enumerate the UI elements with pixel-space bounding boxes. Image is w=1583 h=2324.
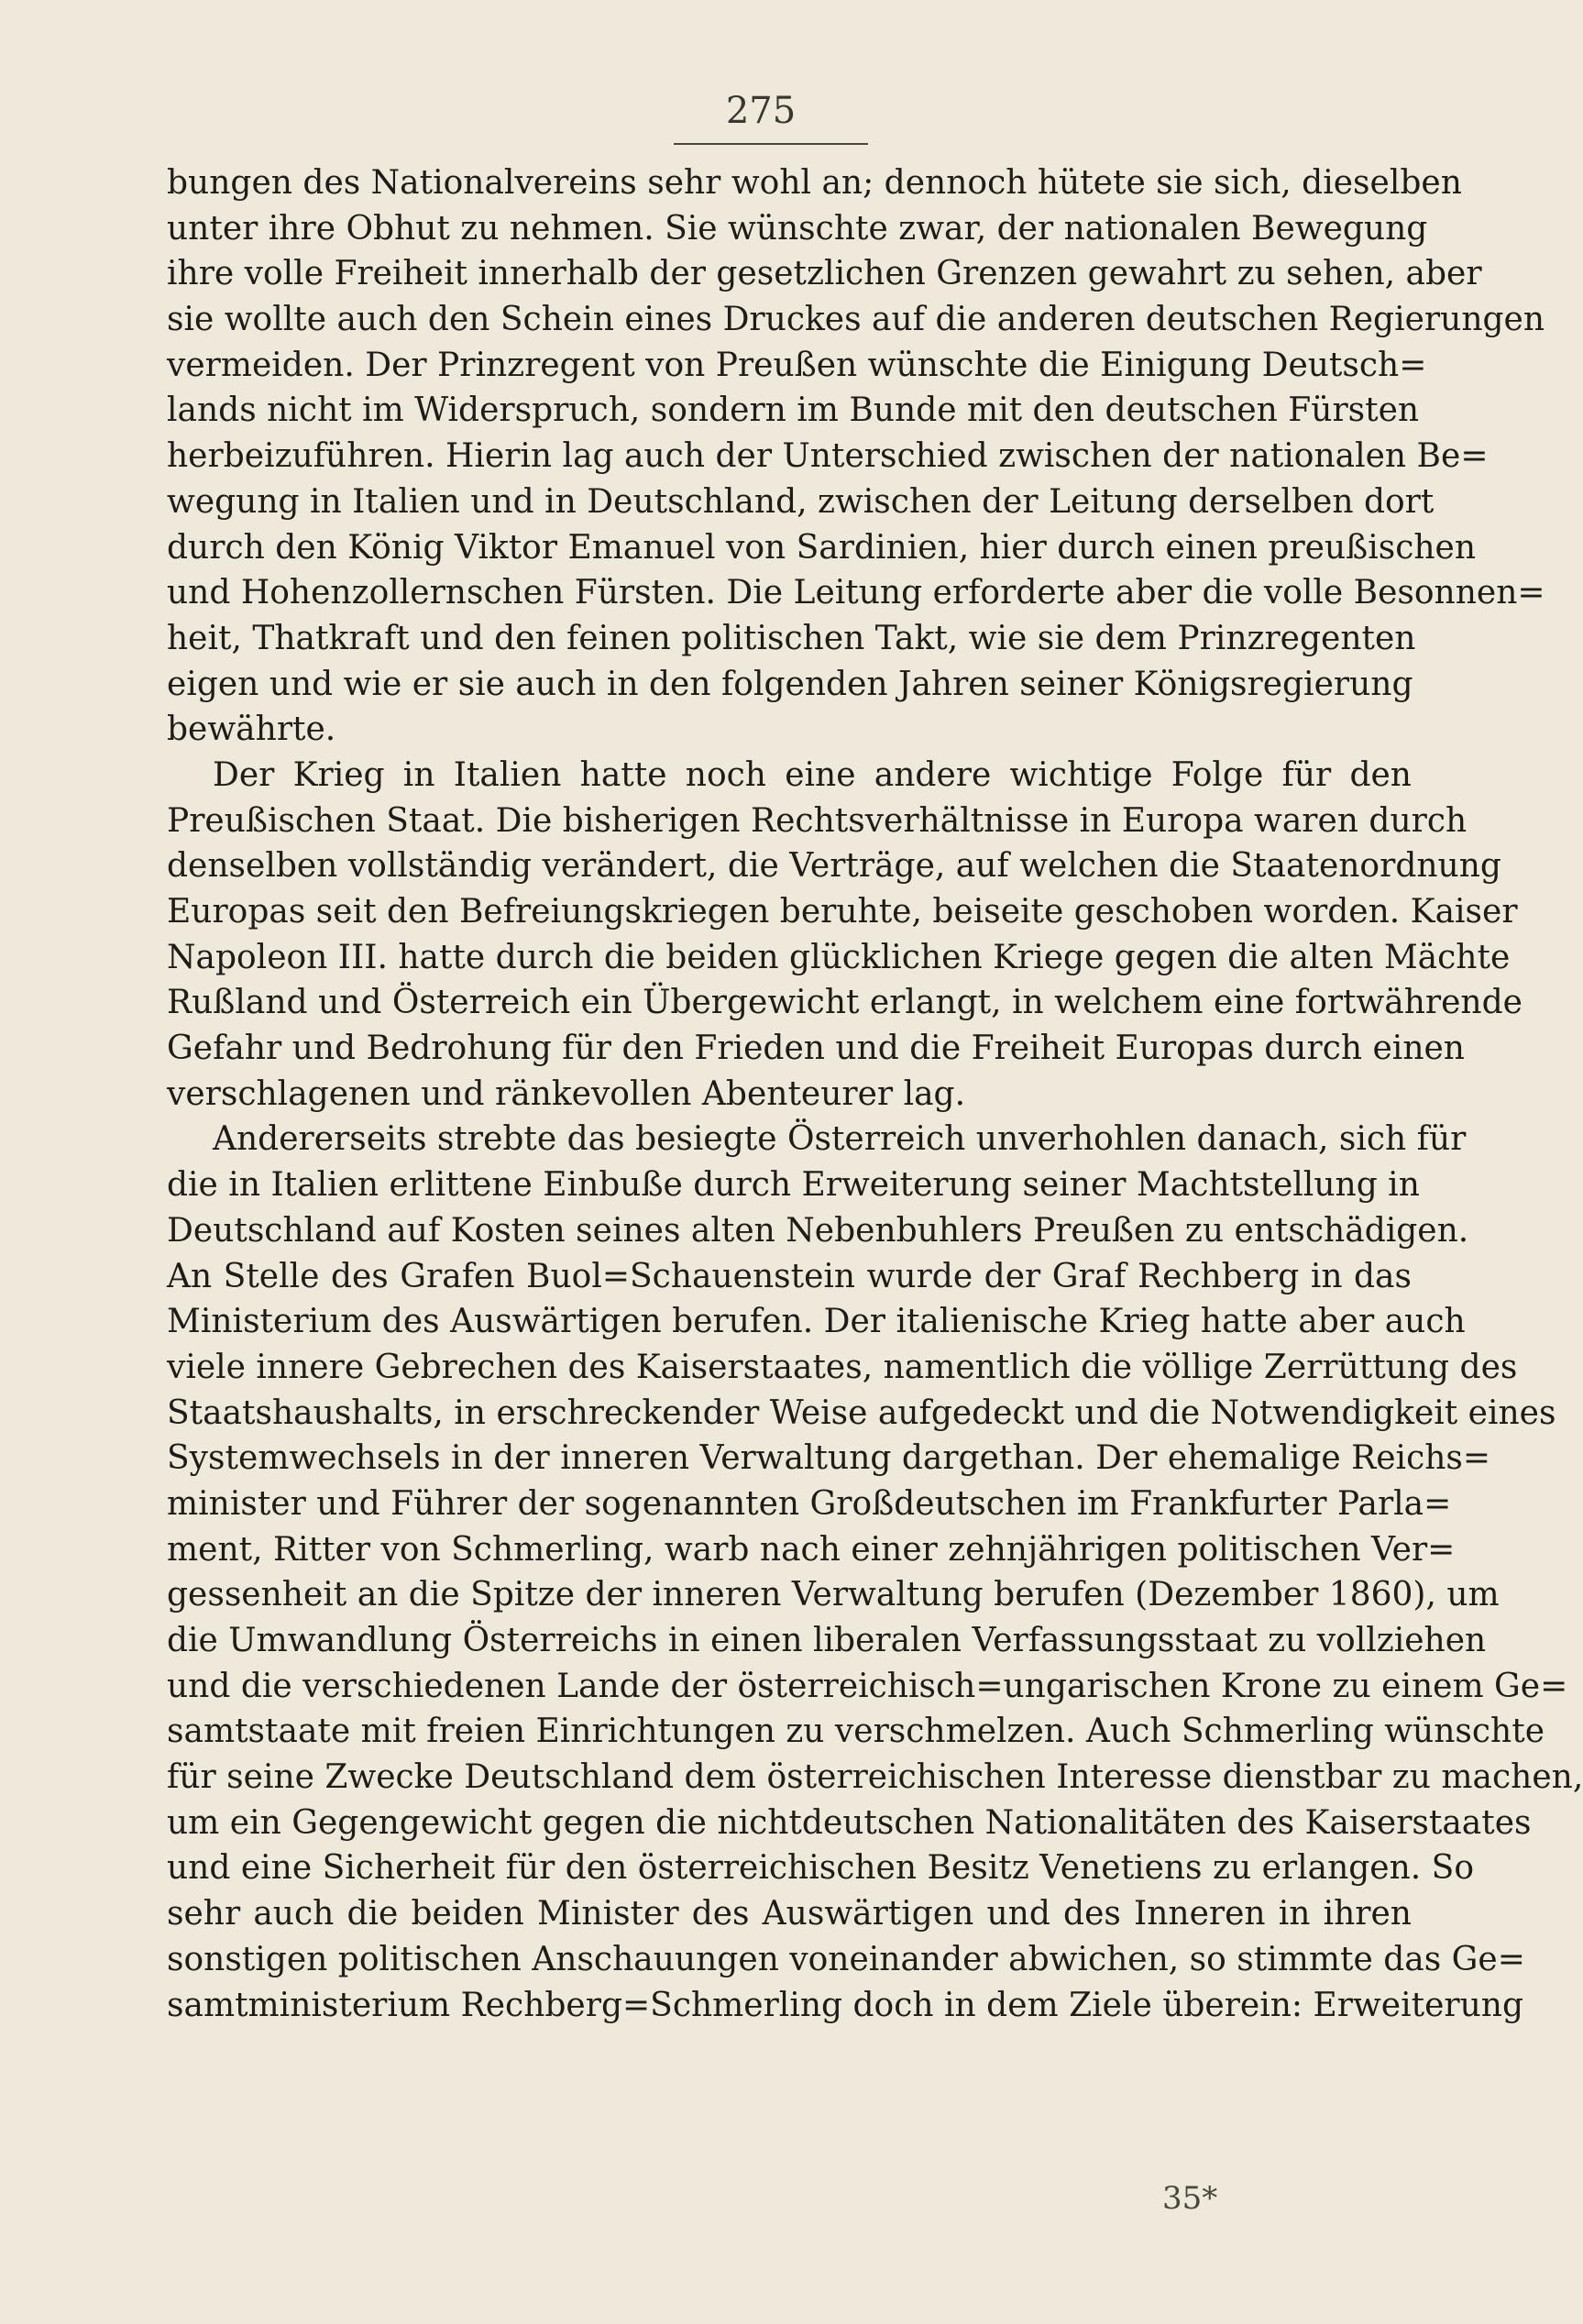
text-line: Systemwechsels in der inneren Verwaltung dargethan. Der ehemalige Reichs=: [167, 1439, 1491, 1478]
text-line: eigen und wie er sie auch in den folgenden Jahren seiner Königsregierung: [167, 665, 1413, 703]
text-line: herbeizuführen. Hierin lag auch der Unterschied zwischen der nationalen Be=: [167, 437, 1489, 476]
text-line: Andererseits strebte das besiegte Österreich unverhohlen danach, sich für: [213, 1120, 1467, 1159]
body-text: [167, 160, 1583, 2028]
text-line: heit, Thatkraft und den feinen politischen Takt, wie sie dem Prinzregenten: [167, 619, 1416, 657]
text-line: vermeiden. Der Prinzregent von Preußen wünschte die Einigung Deutsch=: [167, 346, 1427, 384]
text-line: und Hohenzollernschen Fürsten. Die Leitung erforderte aber die volle Besonnen=: [167, 574, 1545, 612]
text-line: ihre volle Freiheit innerhalb der gesetzlichen Grenzen gewahrt zu sehen, aber: [167, 255, 1482, 293]
signature-mark: 35*: [1162, 2180, 1218, 2217]
text-line: bungen des Nationalvereins sehr wohl an; dennoch hütete sie sich, dieselben: [167, 164, 1462, 202]
text-line: viele innere Gebrechen des Kaiserstaates, namentlich die völlige Zerrüttung des: [167, 1348, 1518, 1386]
text-line: Rußland und Österreich ein Übergewicht erlangt, in welchem eine fortwährende: [167, 984, 1523, 1022]
text-line: Europas seit den Befreiungskriegen beruhte, beiseite geschoben worden. Kaiser: [167, 893, 1518, 931]
text-line: Staatshaushalts, in erschreckender Weise aufgedeckt und die Notwendigkeit eines: [167, 1393, 1556, 1432]
text-line: denselben vollständig verändert, die Verträge, auf welchen die Staatenordnung: [167, 847, 1501, 886]
text-line: unter ihre Obhut zu nehmen. Sie wünschte zwar, der nationalen Bewegung: [167, 209, 1428, 248]
text-line: Ministerium des Auswärtigen berufen. Der italienische Krieg hatte aber auch: [167, 1303, 1466, 1341]
text-line: bewährte.: [167, 710, 336, 749]
text-line: die in Italien erlittene Einbuße durch Erweiterung seiner Machtstellung in: [167, 1166, 1420, 1205]
text-line: samtstaate mit freien Einrichtungen zu verschmelzen. Auch Schmerling wünschte: [167, 1713, 1545, 1751]
text-line: sie wollte auch den Schein eines Druckes auf die anderen deutschen Regierungen: [167, 301, 1545, 339]
text-line: die Umwandlung Österreichs in einen liberalen Verfassungsstaat zu vollziehen: [167, 1622, 1487, 1659]
text-line: wegung in Italien und in Deutschland, zwischen der Leitung derselben dort: [167, 482, 1435, 521]
text-line: für seine Zwecke Deutschland dem österreichischen Interesse dienstbar zu machen,: [167, 1758, 1583, 1797]
text-line: Preußischen Staat. Die bisherigen Rechtsverhältnisse in Europa waren durch: [167, 801, 1468, 840]
text-line: lands nicht im Widerspruch, sondern im Bunde mit den deutschen Fürsten: [167, 391, 1420, 430]
text-line: Deutschland auf Kosten seines alten Nebenbuhlers Preußen zu entschädigen.: [167, 1211, 1469, 1250]
text-line: Napoleon III. hatte durch die beiden glücklichen Kriege gegen die alten Mächte: [167, 938, 1511, 976]
text-line: gessenheit an die Spitze der inneren Verwaltung berufen (Dezember 1860), um: [167, 1576, 1500, 1614]
text-line: An Stelle des Grafen Buol=Schauenstein wurde der Graf Rechberg in das: [167, 1257, 1412, 1295]
page-number: 275: [725, 90, 797, 132]
text-line: durch den König Viktor Emanuel von Sardinien, hier durch einen preußischen: [167, 528, 1477, 567]
text-line: um ein Gegengewicht gegen die nichtdeutschen Nationalitäten des Kaiserstaates: [167, 1803, 1532, 1842]
text-line: sonstigen politischen Anschauungen voneinander abwichen, so stimmte das Ge=: [167, 1940, 1525, 1978]
text-line: und die verschiedenen Lande der österreichisch=ungarischen Krone zu einem Ge=: [167, 1667, 1568, 1705]
text-line: verschlagenen und ränkevollen Abenteurer lag.: [167, 1074, 966, 1113]
text-line: sehr auch die beiden Minister des Auswärtigen und des Inneren in ihren: [167, 1895, 1412, 1933]
text-line: ment, Ritter von Schmerling, warb nach einer zehnjährigen politischen Ver=: [167, 1530, 1456, 1569]
text-line: Der Krieg in Italien hatte noch eine andere wichtige Folge für den: [213, 755, 1412, 794]
text-line: Gefahr und Bedrohung für den Frieden und die Freiheit Europas durch einen: [167, 1030, 1465, 1068]
header-rule: [674, 143, 868, 145]
text-line: minister und Führer der sogenannten Großdeutschen im Frankfurter Parla=: [167, 1484, 1452, 1523]
text-line: samtministerium Rechberg=Schmerling doch in dem Ziele überein: Erweiterung: [167, 1986, 1524, 2024]
text-line: und eine Sicherheit für den österreichischen Besitz Venetiens zu erlangen. So: [167, 1849, 1475, 1888]
